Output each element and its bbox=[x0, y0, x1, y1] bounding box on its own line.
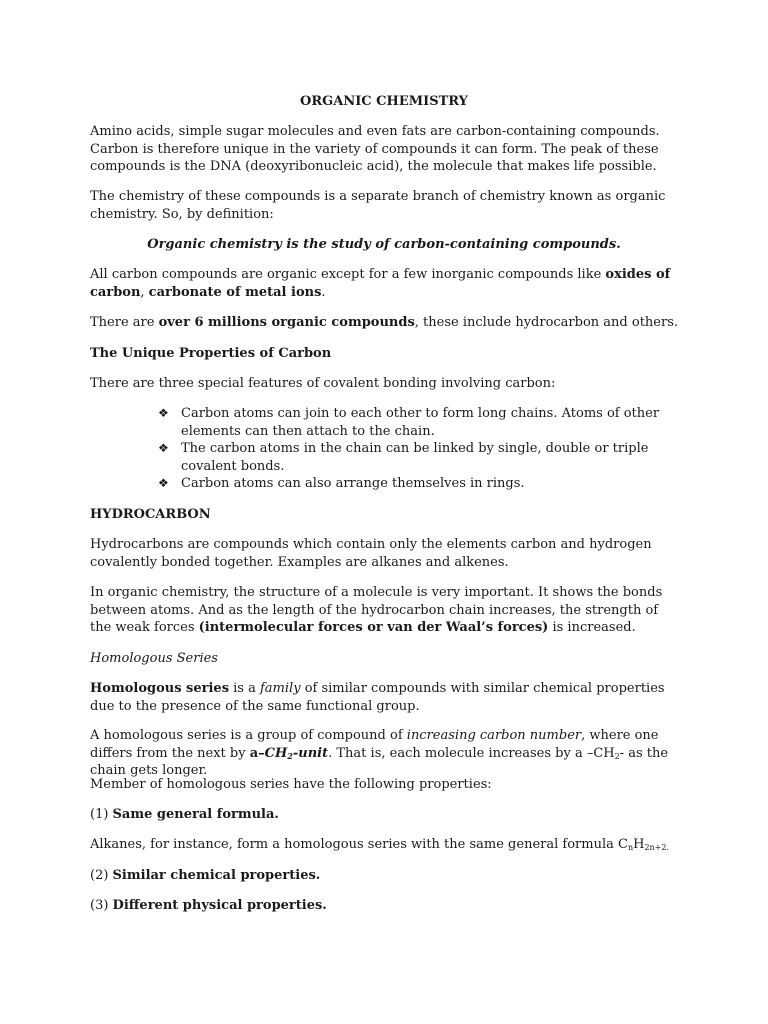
diamond-bullet-icon: ❖ bbox=[158, 476, 169, 490]
compound-count-paragraph: There are over 6 millions organic compounds, these include hydrocarbon and others. bbox=[90, 315, 679, 330]
homologous-definition-paragraph: Homologous series is a family of similar compounds with similar chemical properties due to the presence of the same functional group. bbox=[90, 681, 665, 714]
list-item: ❖ The carbon atoms in the chain can be linked by single, double or triple covalent bonds. bbox=[158, 441, 649, 474]
definition-statement: Organic chemistry is the study of carbon-containing compounds. bbox=[147, 237, 621, 252]
heading-homologous-series: Homologous Series bbox=[90, 651, 218, 666]
branch-paragraph: The chemistry of these compounds is a separate branch of chemistry known as organic chemistry. So, by definition: bbox=[90, 189, 666, 222]
property-physical: (3) Different physical properties. bbox=[90, 898, 327, 913]
property-general-formula: (1) Same general formula. bbox=[90, 807, 279, 822]
molecule-structure-paragraph: In organic chemistry, the structure of a molecule is very important. It shows the bonds between atoms. And as the length of the hydrocarbon chain increases, the strength of the weak forces (intermolecular forces or van der Waal’s forces) is increased. bbox=[90, 585, 663, 635]
alkane-formula-paragraph: Alkanes, for instance, form a homologous series with the same general formula $C_nH_{2n+2.}$ bbox=[90, 837, 670, 852]
list-item: ❖ Carbon atoms can join to each other to form long chains. Atoms of other elements can then attach to the chain. bbox=[158, 406, 660, 439]
features-bullet-list bbox=[158, 405, 668, 493]
diamond-bullet-icon: ❖ bbox=[158, 406, 169, 420]
intro-paragraph: Amino acids, simple sugar molecules and even fats are carbon-containing compounds. Carbon is therefore unique in the variety of compounds it can form. The peak of these compounds is the DNA (deoxyribonucleic acid), the molecule that makes life possible. bbox=[90, 124, 660, 174]
heading-hydrocarbon: HYDROCARBON bbox=[90, 507, 211, 522]
properties-intro-paragraph: Member of homologous series have the following properties: bbox=[90, 777, 492, 792]
homologous-group-paragraph: A homologous series is a group of compound of increasing carbon number, where one differs from the next by $a-CH_2$-unit. That is, each molecule increases by a $-CH_2-$ as the chain gets longer. bbox=[90, 728, 669, 778]
hydrocarbon-definition-paragraph: Hydrocarbons are compounds which contain only the elements carbon and hydrogen covalently bonded together. Examples are alkanes and alkenes. bbox=[90, 537, 652, 570]
page-title: ORGANIC CHEMISTRY bbox=[300, 94, 468, 109]
list-item: ❖ Carbon atoms can also arrange themselves in rings. bbox=[158, 476, 525, 491]
heading-unique-properties: The Unique Properties of Carbon bbox=[90, 346, 332, 361]
property-chemical: (2) Similar chemical properties. bbox=[90, 868, 321, 883]
diamond-bullet-icon: ❖ bbox=[158, 441, 169, 455]
features-intro-paragraph: There are three special features of covalent bonding involving carbon: bbox=[90, 376, 556, 391]
organic-exception-paragraph: All carbon compounds are organic except for a few inorganic compounds like oxides of carbon, carbonate of metal ions. bbox=[90, 267, 671, 300]
